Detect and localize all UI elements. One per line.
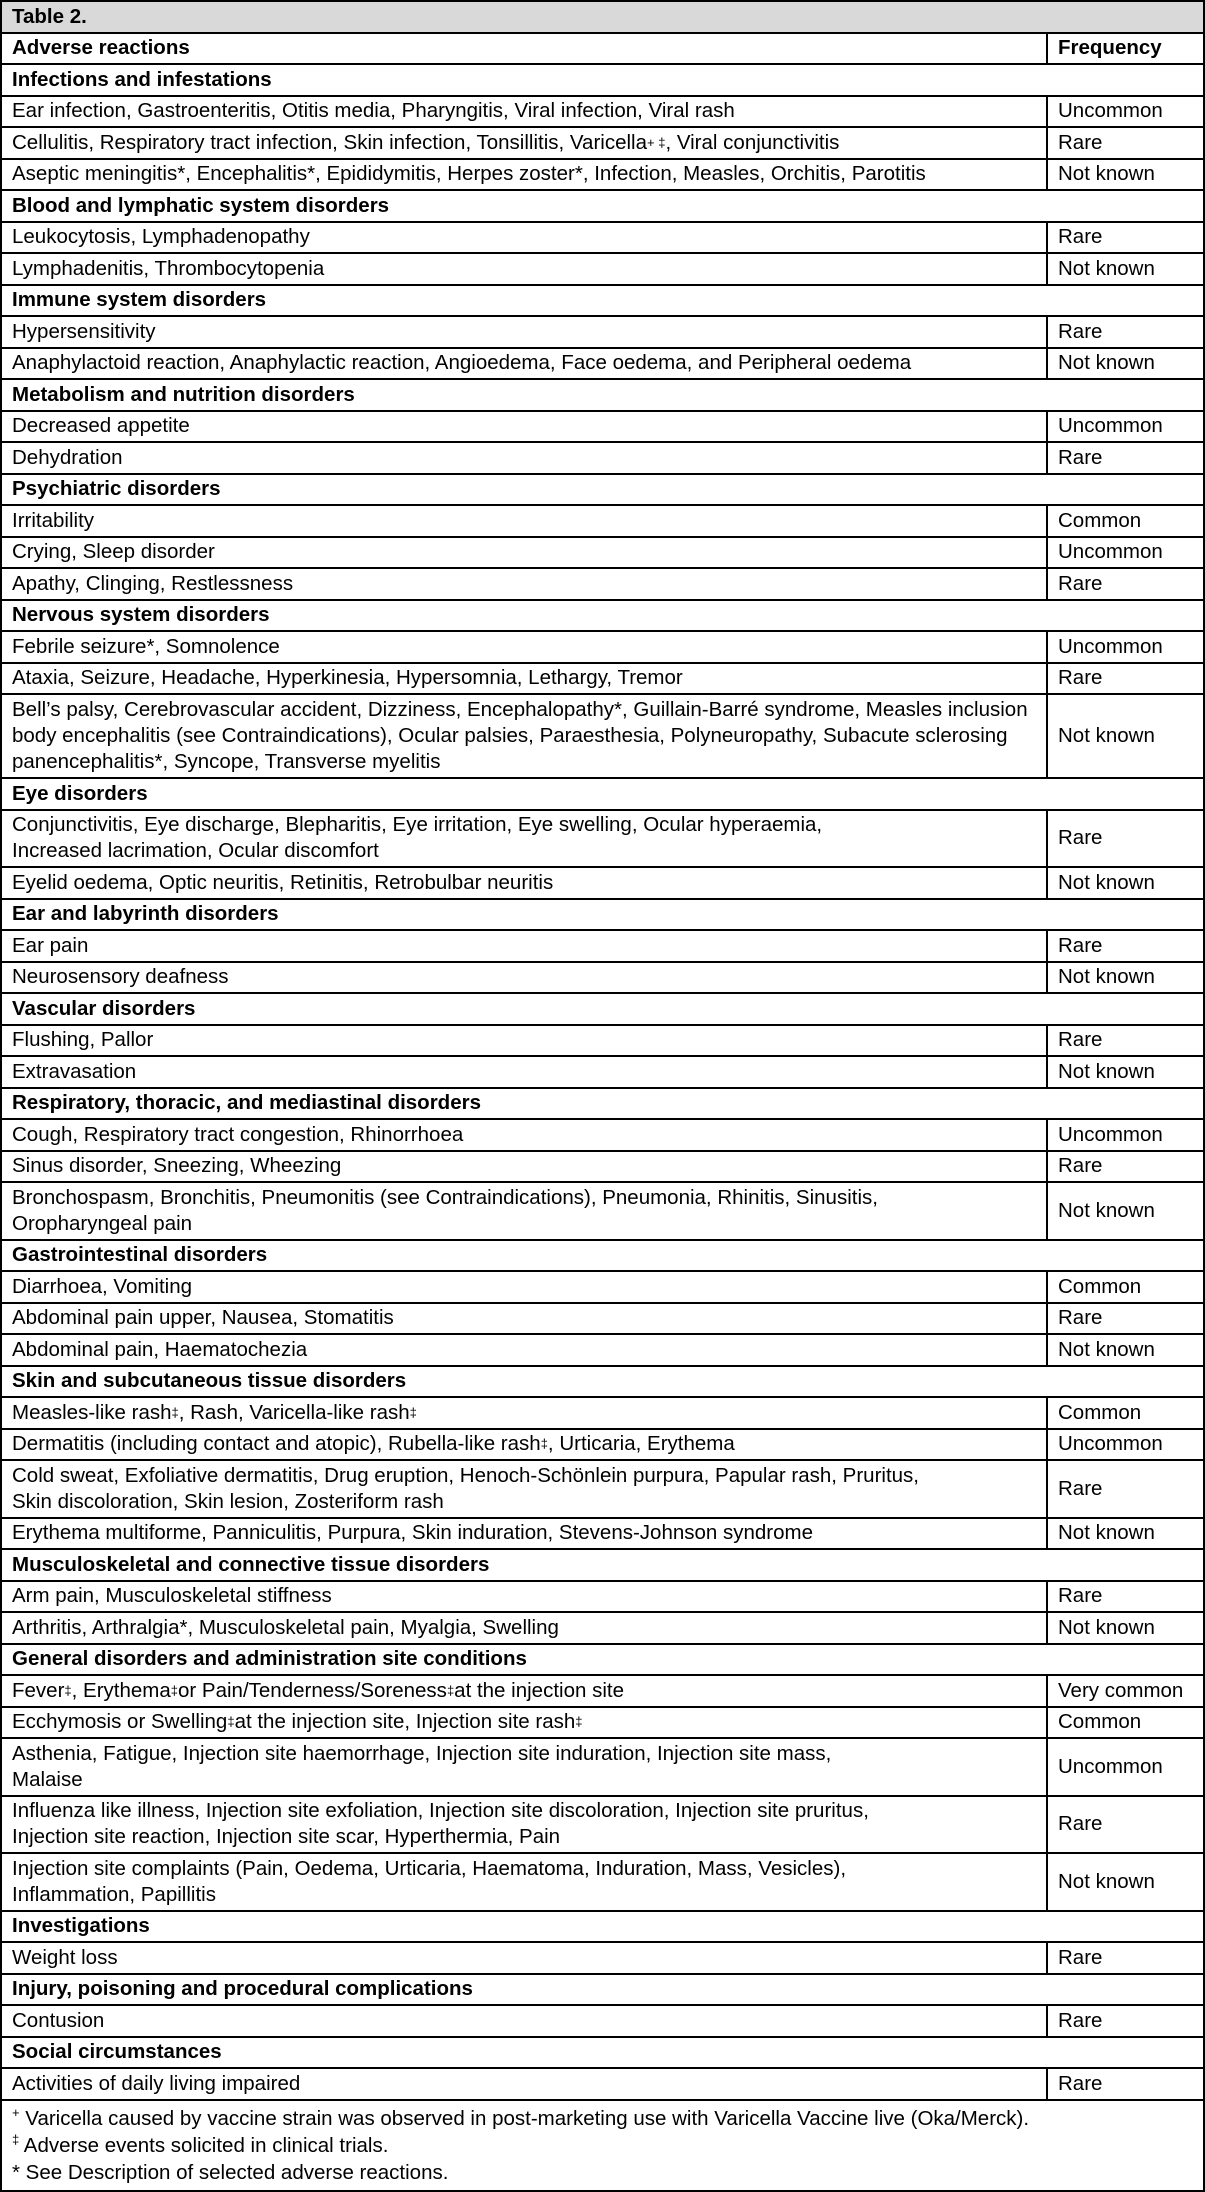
adverse-reaction-cell: Apathy, Clinging, Restlessness — [2, 569, 1048, 599]
frequency-cell: Not known — [1058, 1059, 1155, 1083]
category-row — [2, 1645, 1203, 1677]
adverse-reaction-cell: Eyelid oedema, Optic neuritis, Retinitis, Retrobulbar neuritis — [2, 868, 1048, 898]
footnotes — [2, 2101, 1203, 2185]
footnote: ‡ Adverse events solicited in clinical trials. — [12, 2131, 389, 2157]
adverse-reaction-cell: Aseptic meningitis*, Encephalitis*, Epididymitis, Herpes zoster*, Infection, Measles, Orchitis, Parotitis — [2, 160, 1048, 190]
frequency-cell: Rare — [1058, 1945, 1103, 1969]
frequency-cell: Common — [1058, 508, 1142, 532]
category-row — [2, 65, 1203, 97]
table-row — [2, 1398, 1203, 1430]
frequency-cell: Not known — [1058, 1337, 1155, 1361]
category-label: Social circumstances — [12, 2040, 222, 2064]
table-row — [2, 931, 1203, 963]
frequency-cell: Not known — [1058, 965, 1155, 989]
table-row — [2, 868, 1203, 900]
table-title-row — [2, 2, 1203, 34]
category-label: Infections and infestations — [12, 67, 272, 91]
adverse-reaction-cell: Dermatitis (including contact and atopic), Rubella-like rash ‡ , Urticaria, Erythema — [2, 1430, 1048, 1460]
category-row — [2, 1550, 1203, 1582]
table-row — [2, 1152, 1203, 1184]
adverse-reaction-cell: Abdominal pain upper, Nausea, Stomatitis — [2, 1304, 1048, 1334]
frequency-cell: Common — [1058, 1710, 1142, 1734]
adverse-reaction-cell: Flushing, Pallor — [2, 1026, 1048, 1056]
frequency-cell: Rare — [1058, 319, 1103, 343]
table-row — [2, 2069, 1203, 2101]
category-row — [2, 1975, 1203, 2007]
frequency-cell: Rare — [1058, 130, 1103, 154]
category-label: General disorders and administration site conditions — [12, 1647, 527, 1671]
table-row — [2, 569, 1203, 601]
table-row — [2, 254, 1203, 286]
frequency-cell: Common — [1058, 1400, 1142, 1424]
adverse-reaction-cell: Ear infection, Gastroenteritis, Otitis media, Pharyngitis, Viral infection, Viral rash — [2, 97, 1048, 127]
table-row — [2, 1943, 1203, 1975]
adverse-reaction-cell: Asthenia, Fatigue, Injection site haemorrhage, Injection site induration, Injection site mass, Malaise — [2, 1739, 1048, 1795]
adverse-reaction-cell: Ecchymosis or Swelling ‡ at the injection site, Injection site rash ‡ — [2, 1708, 1048, 1738]
table-row — [2, 1461, 1203, 1519]
column-header-adverse-reactions: Adverse reactions — [2, 34, 1048, 64]
adverse-reaction-cell: Neurosensory deafness — [2, 963, 1048, 993]
category-row — [2, 1367, 1203, 1399]
frequency-cell: Not known — [1058, 1615, 1155, 1639]
adverse-reaction-cell: Ear pain — [2, 931, 1048, 961]
frequency-cell: Uncommon — [1058, 99, 1163, 123]
table-row — [2, 1057, 1203, 1089]
table-row — [2, 1272, 1203, 1304]
category-label: Nervous system disorders — [12, 603, 270, 627]
table-row — [2, 1797, 1203, 1855]
frequency-cell: Rare — [1058, 1154, 1103, 1178]
adverse-reaction-cell: Crying, Sleep disorder — [2, 538, 1048, 568]
adverse-reaction-cell: Bell’s palsy, Cerebrovascular accident, Dizziness, Encephalopathy*, Guillain-Barré syndrome, Measles inclusion body encephalitis (see Contraindications), Ocular palsies, Paraesthesia, Polyneuropathy, Subacute sclerosing panencephalitis*, Syncope, Transverse myelitis — [2, 695, 1048, 777]
category-label: Blood and lymphatic system disorders — [12, 193, 390, 217]
category-row — [2, 191, 1203, 223]
table-row — [2, 664, 1203, 696]
footnotes-row — [2, 2101, 1203, 2185]
table-row — [2, 1582, 1203, 1614]
frequency-cell: Not known — [1058, 870, 1155, 894]
adverse-reaction-cell: Leukocytosis, Lymphadenopathy — [2, 223, 1048, 253]
adverse-reaction-cell: Measles-like rash ‡ , Rash, Varicella-like rash ‡ — [2, 1398, 1048, 1428]
category-label: Respiratory, thoracic, and mediastinal disorders — [12, 1091, 481, 1115]
table-row — [2, 1519, 1203, 1551]
adverse-reaction-cell: Irritability — [2, 506, 1048, 536]
category-row — [2, 779, 1203, 811]
adverse-reaction-cell: Cellulitis, Respiratory tract infection, Skin infection, Tonsillitis, Varicella + ‡ , Viral conjunctivitis — [2, 128, 1048, 158]
frequency-cell: Rare — [1058, 1812, 1103, 1836]
adverse-reaction-cell: Hypersensitivity — [2, 317, 1048, 347]
frequency-cell: Not known — [1058, 724, 1155, 747]
table-header-row — [2, 34, 1203, 66]
frequency-cell: Rare — [1058, 826, 1103, 850]
table-row — [2, 811, 1203, 869]
table-row — [2, 963, 1203, 995]
frequency-cell: Uncommon — [1058, 1432, 1163, 1456]
adverse-reaction-cell: Erythema multiforme, Panniculitis, Purpura, Skin induration, Stevens-Johnson syndrome — [2, 1519, 1048, 1549]
category-row — [2, 286, 1203, 318]
frequency-cell: Uncommon — [1058, 540, 1163, 564]
adverse-reaction-cell: Sinus disorder, Sneezing, Wheezing — [2, 1152, 1048, 1182]
table-row — [2, 538, 1203, 570]
category-label: Musculoskeletal and connective tissue disorders — [12, 1552, 490, 1576]
table-row — [2, 1430, 1203, 1462]
adverse-reaction-cell: Influenza like illness, Injection site exfoliation, Injection site discoloration, Injection site pruritus, Injection site reaction, Injection site scar, Hyperthermia, Pain — [2, 1797, 1048, 1853]
category-row — [2, 900, 1203, 932]
table-row — [2, 97, 1203, 129]
frequency-cell: Not known — [1058, 1869, 1155, 1893]
category-row — [2, 475, 1203, 507]
category-label: Gastrointestinal disorders — [12, 1243, 268, 1267]
frequency-cell: Rare — [1058, 225, 1103, 249]
category-label: Investigations — [12, 1914, 150, 1938]
table-row — [2, 1335, 1203, 1367]
category-row — [2, 1912, 1203, 1944]
category-row — [2, 2038, 1203, 2070]
table-title: Table 2. — [12, 4, 87, 28]
frequency-cell: Rare — [1058, 1584, 1103, 1608]
footnote: + Varicella caused by vaccine strain was observed in post-marketing use with Varicella Vaccine live (Oka/Merck). — [12, 2104, 1030, 2130]
adverse-reaction-cell: Fever ‡ , Erythema ‡ or Pain/Tenderness/Soreness ‡ at the injection site — [2, 1676, 1048, 1706]
frequency-cell: Rare — [1058, 1306, 1103, 1330]
frequency-cell: Not known — [1058, 1521, 1155, 1545]
frequency-cell: Uncommon — [1058, 1122, 1163, 1146]
frequency-cell: Rare — [1058, 933, 1103, 957]
category-label: Injury, poisoning and procedural complications — [12, 1977, 473, 2001]
frequency-cell: Common — [1058, 1274, 1142, 1298]
frequency-cell: Uncommon — [1058, 414, 1163, 438]
table-row — [2, 349, 1203, 381]
frequency-cell: Rare — [1058, 1476, 1103, 1500]
frequency-cell: Rare — [1058, 445, 1103, 469]
adverse-reaction-cell: Decreased appetite — [2, 412, 1048, 442]
table-row — [2, 1183, 1203, 1241]
category-label: Skin and subcutaneous tissue disorders — [12, 1369, 407, 1393]
adverse-reaction-cell: Lymphadenitis, Thrombocytopenia — [2, 254, 1048, 284]
column-header-frequency: Frequency — [1058, 36, 1162, 60]
frequency-cell: Not known — [1058, 162, 1155, 186]
category-label: Eye disorders — [12, 781, 148, 805]
adverse-reaction-cell: Extravasation — [2, 1057, 1048, 1087]
table-row — [2, 317, 1203, 349]
adverse-reaction-cell: Cough, Respiratory tract congestion, Rhinorrhoea — [2, 1120, 1048, 1150]
adverse-reaction-cell: Anaphylactoid reaction, Anaphylactic reaction, Angioedema, Face oedema, and Peripheral oedema — [2, 349, 1048, 379]
adverse-reaction-cell: Activities of daily living impaired — [2, 2069, 1048, 2099]
category-label: Vascular disorders — [12, 996, 196, 1020]
frequency-cell: Rare — [1058, 2008, 1103, 2032]
table-row — [2, 1708, 1203, 1740]
table-row — [2, 1739, 1203, 1797]
category-row — [2, 1241, 1203, 1273]
table-row — [2, 1676, 1203, 1708]
frequency-cell: Rare — [1058, 1028, 1103, 1052]
adverse-reaction-cell: Injection site complaints (Pain, Oedema, Urticaria, Haematoma, Induration, Mass, Vesicles), Inflammation, Papillitis — [2, 1854, 1048, 1910]
adverse-reaction-cell: Weight loss — [2, 1943, 1048, 1973]
table-row — [2, 1026, 1203, 1058]
table-row — [2, 443, 1203, 475]
category-label: Immune system disorders — [12, 288, 267, 312]
category-label: Metabolism and nutrition disorders — [12, 382, 355, 406]
frequency-cell: Very common — [1058, 1678, 1184, 1702]
adverse-reaction-cell: Bronchospasm, Bronchitis, Pneumonitis (see Contraindications), Pneumonia, Rhinitis, Sinusitis, Oropharyngeal pain — [2, 1183, 1048, 1239]
frequency-cell: Rare — [1058, 571, 1103, 595]
adverse-reaction-cell: Contusion — [2, 2006, 1048, 2036]
table-row — [2, 160, 1203, 192]
adverse-reaction-cell: Dehydration — [2, 443, 1048, 473]
adverse-reaction-cell: Cold sweat, Exfoliative dermatitis, Drug eruption, Henoch-Schönlein purpura, Papular rash, Pruritus, Skin discoloration, Skin lesion, Zosteriform rash — [2, 1461, 1048, 1517]
table-row — [2, 1304, 1203, 1336]
category-row — [2, 1089, 1203, 1121]
table-row — [2, 1613, 1203, 1645]
table-row — [2, 695, 1203, 779]
frequency-cell: Uncommon — [1058, 1754, 1163, 1778]
category-label: Psychiatric disorders — [12, 477, 221, 501]
category-row — [2, 380, 1203, 412]
adverse-reaction-cell: Ataxia, Seizure, Headache, Hyperkinesia, Hypersomnia, Lethargy, Tremor — [2, 664, 1048, 694]
frequency-cell: Rare — [1058, 666, 1103, 690]
table-row — [2, 223, 1203, 255]
table-row — [2, 1854, 1203, 1912]
adverse-reaction-cell: Arm pain, Musculoskeletal stiffness — [2, 1582, 1048, 1612]
adverse-reaction-cell: Febrile seizure*, Somnolence — [2, 632, 1048, 662]
frequency-cell: Not known — [1058, 351, 1155, 375]
adverse-reaction-cell: Abdominal pain, Haematochezia — [2, 1335, 1048, 1365]
table-row — [2, 412, 1203, 444]
category-row — [2, 601, 1203, 633]
frequency-cell: Uncommon — [1058, 634, 1163, 658]
table-row — [2, 2006, 1203, 2038]
footnote: * See Description of selected adverse reactions. — [12, 2160, 449, 2184]
frequency-cell: Not known — [1058, 1198, 1155, 1222]
adverse-reaction-cell: Diarrhoea, Vomiting — [2, 1272, 1048, 1302]
table-row — [2, 632, 1203, 664]
table-row — [2, 1120, 1203, 1152]
table-row — [2, 506, 1203, 538]
frequency-cell: Not known — [1058, 256, 1155, 280]
table-row — [2, 128, 1203, 160]
frequency-cell: Rare — [1058, 2071, 1103, 2095]
category-row — [2, 994, 1203, 1026]
adverse-reaction-cell: Arthritis, Arthralgia*, Musculoskeletal pain, Myalgia, Swelling — [2, 1613, 1048, 1643]
adverse-reaction-cell: Conjunctivitis, Eye discharge, Blepharitis, Eye irritation, Eye swelling, Ocular hyperaemia, Increased lacrimation, Ocular discomfort — [2, 811, 1048, 867]
category-label: Ear and labyrinth disorders — [12, 902, 279, 926]
